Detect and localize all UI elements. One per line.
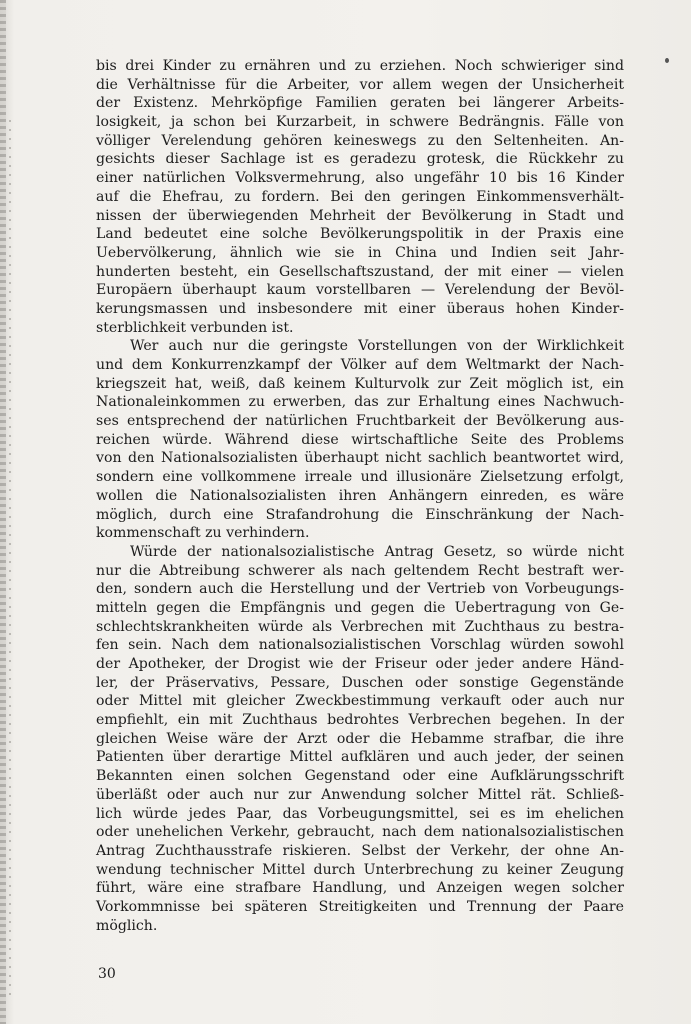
text-line: Uebervölkerung, ähnlich wie sie in China und Indien seit Jahr- (96, 244, 624, 261)
text-line: Bekannten einen solchen Gegenstand oder eine Aufklärungsschrift (96, 768, 624, 785)
text-line: den, sondern auch die Herstellung und der Vertrieb von Vorbeugungs- (96, 581, 624, 598)
text-line: ler, der Präservativs, Pessare, Duschen oder sonstige Gegenstände (96, 674, 624, 691)
text-line: von den Nationalsozialisten überhaupt nicht sachlich beantwortet wird, (96, 450, 624, 467)
text-line: Europäern überhaupt kaum vorstellbaren — Verelendung der Bevöl- (96, 282, 624, 299)
text-line: Vorkommnisse bei späteren Streitigkeiten und Trennung der Paare (96, 898, 624, 915)
text-line: Patienten über derartige Mittel aufklären und auch jeder, der seinen (96, 749, 624, 766)
ink-speck (665, 58, 669, 63)
page-edge-marks (9, 120, 11, 1000)
text-line: wendung technischer Mittel durch Unterbrechung zu keiner Zeugung (96, 861, 624, 878)
text-line: kriegszeit hat, weiß, daß keinem Kulturvolk zur Zeit möglich ist, ein (96, 375, 624, 392)
text-line: hunderten besteht, ein Gesellschaftszustand, der mit einer — vielen (96, 263, 624, 280)
page-number: 30 (98, 966, 116, 982)
page-edge-shadow (0, 0, 6, 1024)
text-line: nur die Abtreibung schwerer als nach geltendem Recht bestraft wer- (96, 562, 624, 579)
text-line: Wer auch nur die geringste Vorstellungen von der Wirklichkeit (130, 338, 624, 355)
text-line: ses entsprechend der natürlichen Fruchtbarkeit der Bevölkerung aus- (96, 413, 624, 430)
text-line: nissen der überwiegenden Mehrheit der Bevölkerung in Stadt und (96, 207, 624, 224)
text-line: der Existenz. Mehrköpfige Familien geraten bei längerer Arbeits- (96, 95, 624, 112)
text-line: bis drei Kinder zu ernähren und zu erziehen. Noch schwieriger sind (96, 58, 624, 74)
text-line: oder Mittel mit gleicher Zweckbestimmung verkauft oder auch nur (96, 693, 624, 710)
text-line: oder unehelichen Verkehr, gebraucht, nach dem nationalsozialistischen (96, 824, 624, 841)
text-line: losigkeit, ja schon bei Kurzarbeit, in schwere Bedrängnis. Fälle von (96, 114, 624, 131)
text-line: überläßt oder auch nur zur Anwendung solcher Mittel rät. Schließ- (96, 786, 624, 803)
text-line: Antrag Zuchthausstrafe riskieren. Selbst der Verkehr, der ohne An- (96, 842, 624, 859)
text-line: fen sein. Nach dem nationalsozialistischen Vorschlag würden sowohl (96, 637, 624, 654)
text-line: der Apotheker, der Drogist wie der Friseur oder jeder andere Händ- (96, 656, 624, 672)
text-line: führt, wäre eine strafbare Handlung, und Anzeigen wegen solcher (96, 880, 624, 897)
text-line: völliger Verelendung gehören keineswegs zu den Seltenheiten. An- (96, 132, 624, 149)
text-line: die Verhältnisse für die Arbeiter, vor allem wegen der Unsicherheit (96, 76, 624, 93)
paragraph (96, 543, 624, 935)
text-line: wollen die Nationalsozialisten ihren Anhängern einreden, es wäre (96, 487, 624, 504)
paragraph (96, 57, 624, 337)
text-line: möglich. (96, 917, 158, 934)
text-line: empfiehlt, ein mit Zuchthaus bedrohtes Verbrechen begehen. In der (96, 712, 624, 729)
text-line: sondern eine vollkommene irreale und illusionäre Zielsetzung erfolgt, (96, 469, 624, 486)
text-line: mitteln gegen die Empfängnis und gegen die Uebertragung von Ge- (96, 599, 624, 616)
text-line: gleichen Weise wäre der Arzt oder die Hebamme strafbar, die ihre (96, 730, 624, 747)
text-line: möglich, durch eine Strafandrohung die Einschränkung der Nach- (96, 506, 624, 523)
text-line: schlechtskrankheiten würde als Verbrechen mit Zuchthaus zu bestra- (96, 618, 624, 635)
text-line: und dem Konkurrenzkampf der Völker auf dem Weltmarkt der Nach- (96, 357, 624, 373)
text-line: lich würde jedes Paar, das Vorbeugungsmittel, sei es im ehelichen (96, 805, 624, 822)
text-line: Land bedeutet eine solche Bevölkerungspolitik in der Praxis eine (96, 226, 624, 243)
text-line: kommenschaft zu verhindern. (96, 525, 310, 542)
text-line: Nationaleinkommen zu erwerben, das zur Erhaltung eines Nachwuch- (96, 394, 624, 411)
text-line: sterblichkeit verbunden ist. (96, 319, 294, 336)
body-text (96, 57, 624, 935)
text-line: kerungsmassen und insbesondere mit einer überaus hohen Kinder- (96, 300, 624, 317)
text-line: einer natürlichen Volksvermehrung, also ungefähr 10 bis 16 Kinder (96, 170, 624, 187)
text-line: auf die Ehefrau, zu fordern. Bei den geringen Einkommensverhält- (96, 188, 624, 205)
text-line: gesichts dieser Sachlage ist es geradezu grotesk, die Rückkehr zu (96, 151, 624, 168)
text-line: Würde der nationalsozialistische Antrag Gesetz, so würde nicht (130, 543, 624, 560)
paragraph (96, 337, 624, 543)
text-line: reichen würde. Während diese wirtschaftliche Seite des Problems (96, 431, 624, 448)
